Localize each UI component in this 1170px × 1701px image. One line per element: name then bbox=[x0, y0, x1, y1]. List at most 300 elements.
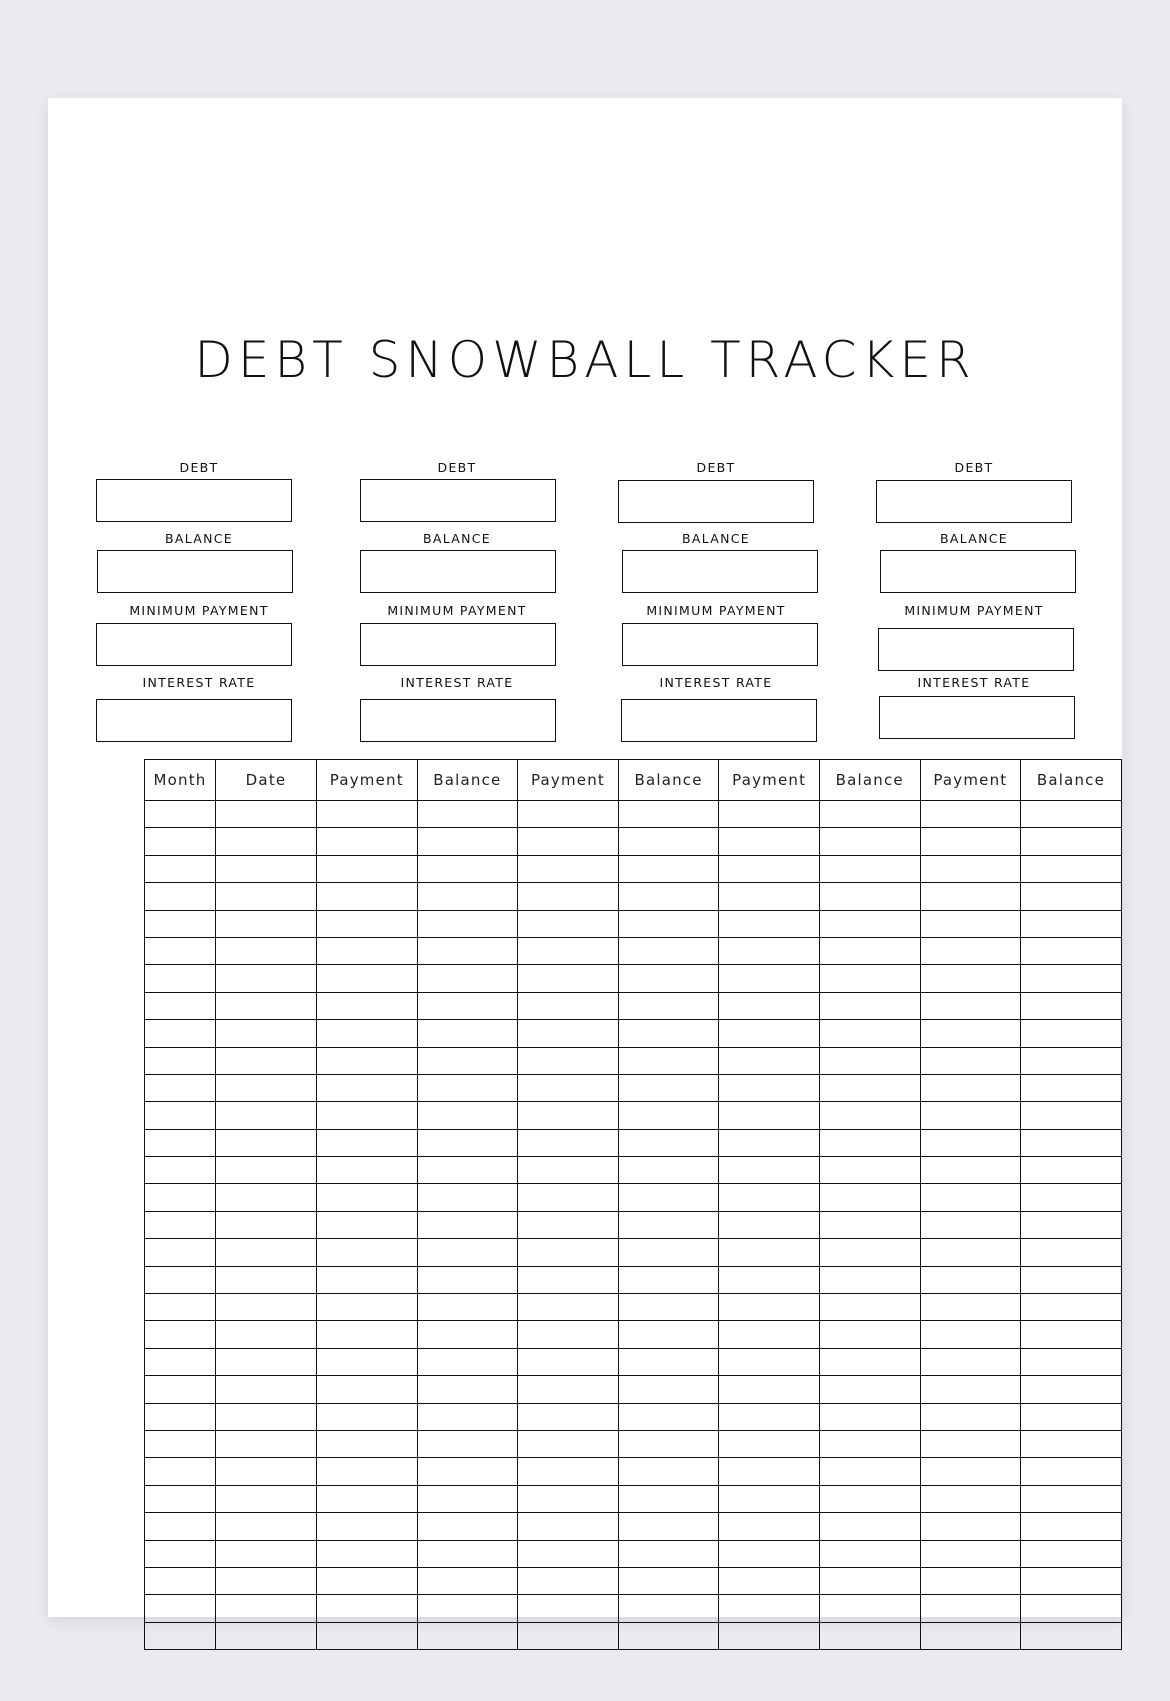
payment-cell[interactable] bbox=[719, 1074, 820, 1101]
payment-cell[interactable] bbox=[920, 1567, 1021, 1594]
payment-cell[interactable] bbox=[920, 1376, 1021, 1403]
payment-cell[interactable] bbox=[920, 1622, 1021, 1649]
balance-cell[interactable] bbox=[618, 1376, 719, 1403]
balance-input-box[interactable] bbox=[880, 550, 1076, 593]
payment-cell[interactable] bbox=[920, 1239, 1021, 1266]
balance-cell[interactable] bbox=[618, 1430, 719, 1457]
balance-cell[interactable] bbox=[819, 1458, 920, 1485]
month-cell[interactable] bbox=[145, 1403, 216, 1430]
balance-cell[interactable] bbox=[819, 1266, 920, 1293]
payment-cell[interactable] bbox=[518, 1239, 619, 1266]
balance-cell[interactable] bbox=[618, 1403, 719, 1430]
payment-cell[interactable] bbox=[719, 1102, 820, 1129]
balance-cell[interactable] bbox=[819, 1239, 920, 1266]
payment-cell[interactable] bbox=[518, 1403, 619, 1430]
balance-cell[interactable] bbox=[417, 1567, 518, 1594]
date-cell[interactable] bbox=[216, 992, 317, 1019]
balance-cell[interactable] bbox=[819, 801, 920, 828]
payment-cell[interactable] bbox=[518, 1102, 619, 1129]
month-cell[interactable] bbox=[145, 828, 216, 855]
date-cell[interactable] bbox=[216, 1239, 317, 1266]
balance-cell[interactable] bbox=[618, 937, 719, 964]
date-cell[interactable] bbox=[216, 801, 317, 828]
balance-cell[interactable] bbox=[618, 1595, 719, 1622]
balance-cell[interactable] bbox=[819, 965, 920, 992]
interest-rate-input-box[interactable] bbox=[96, 699, 292, 742]
balance-cell[interactable] bbox=[618, 1485, 719, 1512]
balance-cell[interactable] bbox=[618, 1074, 719, 1101]
balance-cell[interactable] bbox=[618, 801, 719, 828]
payment-cell[interactable] bbox=[518, 965, 619, 992]
payment-cell[interactable] bbox=[719, 883, 820, 910]
payment-cell[interactable] bbox=[518, 828, 619, 855]
balance-cell[interactable] bbox=[819, 1184, 920, 1211]
payment-cell[interactable] bbox=[719, 1595, 820, 1622]
payment-cell[interactable] bbox=[719, 1294, 820, 1321]
payment-cell[interactable] bbox=[920, 801, 1021, 828]
balance-cell[interactable] bbox=[819, 1074, 920, 1101]
payment-cell[interactable] bbox=[317, 937, 418, 964]
balance-cell[interactable] bbox=[819, 1540, 920, 1567]
payment-cell[interactable] bbox=[719, 801, 820, 828]
payment-cell[interactable] bbox=[719, 1376, 820, 1403]
date-cell[interactable] bbox=[216, 1348, 317, 1375]
balance-cell[interactable] bbox=[618, 1294, 719, 1321]
month-cell[interactable] bbox=[145, 1157, 216, 1184]
payment-cell[interactable] bbox=[920, 883, 1021, 910]
balance-cell[interactable] bbox=[1021, 1239, 1122, 1266]
balance-cell[interactable] bbox=[819, 1157, 920, 1184]
payment-cell[interactable] bbox=[920, 1020, 1021, 1047]
balance-cell[interactable] bbox=[417, 1513, 518, 1540]
month-cell[interactable] bbox=[145, 1321, 216, 1348]
balance-cell[interactable] bbox=[417, 1622, 518, 1649]
balance-cell[interactable] bbox=[819, 1102, 920, 1129]
balance-cell[interactable] bbox=[417, 1184, 518, 1211]
payment-cell[interactable] bbox=[317, 801, 418, 828]
balance-cell[interactable] bbox=[1021, 1567, 1122, 1594]
balance-cell[interactable] bbox=[1021, 992, 1122, 1019]
balance-cell[interactable] bbox=[819, 828, 920, 855]
balance-cell[interactable] bbox=[417, 801, 518, 828]
payment-cell[interactable] bbox=[920, 1540, 1021, 1567]
balance-cell[interactable] bbox=[819, 1294, 920, 1321]
balance-cell[interactable] bbox=[417, 855, 518, 882]
payment-cell[interactable] bbox=[317, 1184, 418, 1211]
payment-cell[interactable] bbox=[518, 883, 619, 910]
date-cell[interactable] bbox=[216, 1430, 317, 1457]
payment-cell[interactable] bbox=[317, 992, 418, 1019]
payment-cell[interactable] bbox=[317, 1567, 418, 1594]
payment-cell[interactable] bbox=[317, 1294, 418, 1321]
balance-cell[interactable] bbox=[1021, 1047, 1122, 1074]
date-cell[interactable] bbox=[216, 1102, 317, 1129]
month-cell[interactable] bbox=[145, 1595, 216, 1622]
payment-cell[interactable] bbox=[518, 1622, 619, 1649]
payment-cell[interactable] bbox=[317, 965, 418, 992]
date-cell[interactable] bbox=[216, 965, 317, 992]
balance-cell[interactable] bbox=[1021, 1157, 1122, 1184]
payment-cell[interactable] bbox=[719, 855, 820, 882]
date-cell[interactable] bbox=[216, 937, 317, 964]
balance-cell[interactable] bbox=[618, 1622, 719, 1649]
date-cell[interactable] bbox=[216, 1020, 317, 1047]
balance-cell[interactable] bbox=[1021, 1430, 1122, 1457]
payment-cell[interactable] bbox=[317, 1074, 418, 1101]
balance-cell[interactable] bbox=[1021, 1266, 1122, 1293]
payment-cell[interactable] bbox=[719, 910, 820, 937]
balance-cell[interactable] bbox=[417, 1348, 518, 1375]
month-cell[interactable] bbox=[145, 1622, 216, 1649]
balance-cell[interactable] bbox=[1021, 1211, 1122, 1238]
balance-cell[interactable] bbox=[618, 1321, 719, 1348]
balance-cell[interactable] bbox=[1021, 1622, 1122, 1649]
month-cell[interactable] bbox=[145, 1567, 216, 1594]
balance-cell[interactable] bbox=[1021, 1102, 1122, 1129]
balance-cell[interactable] bbox=[1021, 1294, 1122, 1321]
month-cell[interactable] bbox=[145, 1540, 216, 1567]
payment-cell[interactable] bbox=[920, 965, 1021, 992]
payment-cell[interactable] bbox=[920, 1513, 1021, 1540]
payment-cell[interactable] bbox=[518, 1348, 619, 1375]
payment-cell[interactable] bbox=[920, 1102, 1021, 1129]
date-cell[interactable] bbox=[216, 883, 317, 910]
balance-cell[interactable] bbox=[819, 1348, 920, 1375]
payment-cell[interactable] bbox=[719, 1430, 820, 1457]
payment-cell[interactable] bbox=[920, 1129, 1021, 1156]
payment-cell[interactable] bbox=[518, 1157, 619, 1184]
balance-cell[interactable] bbox=[618, 965, 719, 992]
balance-cell[interactable] bbox=[417, 1239, 518, 1266]
balance-cell[interactable] bbox=[1021, 1595, 1122, 1622]
payment-cell[interactable] bbox=[920, 1403, 1021, 1430]
payment-cell[interactable] bbox=[920, 1074, 1021, 1101]
balance-cell[interactable] bbox=[819, 937, 920, 964]
balance-cell[interactable] bbox=[417, 1157, 518, 1184]
balance-cell[interactable] bbox=[417, 910, 518, 937]
payment-cell[interactable] bbox=[518, 1321, 619, 1348]
balance-cell[interactable] bbox=[417, 1047, 518, 1074]
payment-cell[interactable] bbox=[719, 1622, 820, 1649]
date-cell[interactable] bbox=[216, 1157, 317, 1184]
balance-cell[interactable] bbox=[819, 1211, 920, 1238]
date-cell[interactable] bbox=[216, 855, 317, 882]
balance-cell[interactable] bbox=[819, 910, 920, 937]
date-cell[interactable] bbox=[216, 1211, 317, 1238]
payment-cell[interactable] bbox=[518, 910, 619, 937]
balance-cell[interactable] bbox=[618, 855, 719, 882]
minimum-payment-input-box[interactable] bbox=[96, 623, 292, 666]
payment-cell[interactable] bbox=[920, 1047, 1021, 1074]
balance-cell[interactable] bbox=[1021, 1376, 1122, 1403]
payment-cell[interactable] bbox=[317, 1595, 418, 1622]
balance-cell[interactable] bbox=[618, 1047, 719, 1074]
payment-cell[interactable] bbox=[920, 1157, 1021, 1184]
payment-cell[interactable] bbox=[719, 1403, 820, 1430]
payment-cell[interactable] bbox=[719, 1047, 820, 1074]
balance-cell[interactable] bbox=[417, 1266, 518, 1293]
balance-cell[interactable] bbox=[819, 1321, 920, 1348]
balance-cell[interactable] bbox=[417, 1485, 518, 1512]
balance-cell[interactable] bbox=[1021, 937, 1122, 964]
payment-cell[interactable] bbox=[719, 1157, 820, 1184]
balance-input-box[interactable] bbox=[360, 550, 556, 593]
payment-cell[interactable] bbox=[920, 1184, 1021, 1211]
balance-cell[interactable] bbox=[1021, 1540, 1122, 1567]
date-cell[interactable] bbox=[216, 1540, 317, 1567]
date-cell[interactable] bbox=[216, 1074, 317, 1101]
interest-rate-input-box[interactable] bbox=[621, 699, 817, 742]
balance-cell[interactable] bbox=[417, 1403, 518, 1430]
payment-cell[interactable] bbox=[317, 1458, 418, 1485]
payment-cell[interactable] bbox=[719, 965, 820, 992]
payment-cell[interactable] bbox=[317, 1348, 418, 1375]
balance-cell[interactable] bbox=[819, 1595, 920, 1622]
date-cell[interactable] bbox=[216, 1622, 317, 1649]
debt-input-box[interactable] bbox=[876, 480, 1072, 523]
balance-cell[interactable] bbox=[417, 1321, 518, 1348]
balance-cell[interactable] bbox=[417, 937, 518, 964]
payment-cell[interactable] bbox=[518, 937, 619, 964]
payment-cell[interactable] bbox=[317, 1430, 418, 1457]
payment-cell[interactable] bbox=[518, 1485, 619, 1512]
balance-cell[interactable] bbox=[618, 1129, 719, 1156]
balance-cell[interactable] bbox=[618, 1184, 719, 1211]
payment-cell[interactable] bbox=[518, 1074, 619, 1101]
payment-cell[interactable] bbox=[920, 1266, 1021, 1293]
payment-cell[interactable] bbox=[518, 1211, 619, 1238]
payment-cell[interactable] bbox=[719, 1348, 820, 1375]
balance-cell[interactable] bbox=[417, 1430, 518, 1457]
balance-cell[interactable] bbox=[417, 1102, 518, 1129]
payment-cell[interactable] bbox=[719, 1321, 820, 1348]
balance-cell[interactable] bbox=[819, 1020, 920, 1047]
balance-cell[interactable] bbox=[417, 1294, 518, 1321]
balance-cell[interactable] bbox=[1021, 855, 1122, 882]
minimum-payment-input-box[interactable] bbox=[878, 628, 1074, 671]
month-cell[interactable] bbox=[145, 910, 216, 937]
payment-cell[interactable] bbox=[920, 937, 1021, 964]
payment-cell[interactable] bbox=[518, 1184, 619, 1211]
payment-cell[interactable] bbox=[317, 883, 418, 910]
balance-cell[interactable] bbox=[1021, 1074, 1122, 1101]
payment-cell[interactable] bbox=[317, 855, 418, 882]
balance-input-box[interactable] bbox=[97, 550, 293, 593]
month-cell[interactable] bbox=[145, 1294, 216, 1321]
balance-cell[interactable] bbox=[1021, 1458, 1122, 1485]
month-cell[interactable] bbox=[145, 1513, 216, 1540]
payment-cell[interactable] bbox=[317, 1211, 418, 1238]
debt-input-box[interactable] bbox=[96, 479, 292, 522]
date-cell[interactable] bbox=[216, 1184, 317, 1211]
payment-cell[interactable] bbox=[317, 828, 418, 855]
month-cell[interactable] bbox=[145, 1047, 216, 1074]
payment-cell[interactable] bbox=[719, 1129, 820, 1156]
date-cell[interactable] bbox=[216, 828, 317, 855]
date-cell[interactable] bbox=[216, 1403, 317, 1430]
balance-cell[interactable] bbox=[618, 1458, 719, 1485]
month-cell[interactable] bbox=[145, 1129, 216, 1156]
balance-input-box[interactable] bbox=[622, 550, 818, 593]
date-cell[interactable] bbox=[216, 1595, 317, 1622]
payment-cell[interactable] bbox=[518, 1376, 619, 1403]
month-cell[interactable] bbox=[145, 1266, 216, 1293]
month-cell[interactable] bbox=[145, 1376, 216, 1403]
payment-cell[interactable] bbox=[719, 1211, 820, 1238]
payment-cell[interactable] bbox=[518, 1047, 619, 1074]
balance-cell[interactable] bbox=[618, 1540, 719, 1567]
payment-cell[interactable] bbox=[719, 1266, 820, 1293]
balance-cell[interactable] bbox=[1021, 1403, 1122, 1430]
balance-cell[interactable] bbox=[1021, 883, 1122, 910]
balance-cell[interactable] bbox=[819, 1129, 920, 1156]
payment-cell[interactable] bbox=[518, 801, 619, 828]
balance-cell[interactable] bbox=[819, 1567, 920, 1594]
date-cell[interactable] bbox=[216, 1321, 317, 1348]
payment-cell[interactable] bbox=[518, 1595, 619, 1622]
month-cell[interactable] bbox=[145, 801, 216, 828]
payment-cell[interactable] bbox=[518, 1020, 619, 1047]
month-cell[interactable] bbox=[145, 992, 216, 1019]
payment-cell[interactable] bbox=[317, 1020, 418, 1047]
payment-cell[interactable] bbox=[518, 855, 619, 882]
date-cell[interactable] bbox=[216, 1513, 317, 1540]
balance-cell[interactable] bbox=[1021, 1321, 1122, 1348]
date-cell[interactable] bbox=[216, 1458, 317, 1485]
payment-cell[interactable] bbox=[518, 1129, 619, 1156]
payment-cell[interactable] bbox=[518, 1540, 619, 1567]
balance-cell[interactable] bbox=[819, 1403, 920, 1430]
payment-cell[interactable] bbox=[920, 1321, 1021, 1348]
payment-cell[interactable] bbox=[317, 1102, 418, 1129]
balance-cell[interactable] bbox=[618, 910, 719, 937]
balance-cell[interactable] bbox=[819, 992, 920, 1019]
payment-cell[interactable] bbox=[719, 1458, 820, 1485]
payment-cell[interactable] bbox=[317, 1513, 418, 1540]
month-cell[interactable] bbox=[145, 1239, 216, 1266]
balance-cell[interactable] bbox=[618, 1239, 719, 1266]
payment-cell[interactable] bbox=[317, 1321, 418, 1348]
balance-cell[interactable] bbox=[417, 1376, 518, 1403]
payment-cell[interactable] bbox=[518, 1294, 619, 1321]
payment-cell[interactable] bbox=[719, 1485, 820, 1512]
payment-cell[interactable] bbox=[719, 1184, 820, 1211]
payment-cell[interactable] bbox=[920, 1430, 1021, 1457]
payment-cell[interactable] bbox=[317, 1485, 418, 1512]
balance-cell[interactable] bbox=[618, 883, 719, 910]
month-cell[interactable] bbox=[145, 1485, 216, 1512]
payment-cell[interactable] bbox=[920, 1458, 1021, 1485]
debt-input-box[interactable] bbox=[618, 480, 814, 523]
balance-cell[interactable] bbox=[618, 1567, 719, 1594]
balance-cell[interactable] bbox=[819, 1047, 920, 1074]
payment-cell[interactable] bbox=[920, 1348, 1021, 1375]
balance-cell[interactable] bbox=[417, 828, 518, 855]
balance-cell[interactable] bbox=[1021, 801, 1122, 828]
payment-cell[interactable] bbox=[920, 1595, 1021, 1622]
month-cell[interactable] bbox=[145, 1184, 216, 1211]
payment-cell[interactable] bbox=[920, 828, 1021, 855]
payment-cell[interactable] bbox=[719, 828, 820, 855]
date-cell[interactable] bbox=[216, 1567, 317, 1594]
balance-cell[interactable] bbox=[1021, 1020, 1122, 1047]
payment-cell[interactable] bbox=[518, 1430, 619, 1457]
balance-cell[interactable] bbox=[618, 1348, 719, 1375]
payment-cell[interactable] bbox=[317, 1266, 418, 1293]
balance-cell[interactable] bbox=[618, 1211, 719, 1238]
payment-cell[interactable] bbox=[719, 1540, 820, 1567]
balance-cell[interactable] bbox=[417, 1458, 518, 1485]
payment-cell[interactable] bbox=[317, 1540, 418, 1567]
balance-cell[interactable] bbox=[819, 1430, 920, 1457]
payment-cell[interactable] bbox=[920, 1211, 1021, 1238]
month-cell[interactable] bbox=[145, 1211, 216, 1238]
payment-cell[interactable] bbox=[317, 1047, 418, 1074]
interest-rate-input-box[interactable] bbox=[360, 699, 556, 742]
balance-cell[interactable] bbox=[1021, 1485, 1122, 1512]
balance-cell[interactable] bbox=[1021, 828, 1122, 855]
payment-cell[interactable] bbox=[920, 1294, 1021, 1321]
month-cell[interactable] bbox=[145, 1430, 216, 1457]
date-cell[interactable] bbox=[216, 1129, 317, 1156]
minimum-payment-input-box[interactable] bbox=[622, 623, 818, 666]
payment-cell[interactable] bbox=[317, 1376, 418, 1403]
date-cell[interactable] bbox=[216, 1376, 317, 1403]
month-cell[interactable] bbox=[145, 855, 216, 882]
balance-cell[interactable] bbox=[819, 1485, 920, 1512]
payment-cell[interactable] bbox=[518, 1266, 619, 1293]
balance-cell[interactable] bbox=[1021, 1184, 1122, 1211]
payment-cell[interactable] bbox=[518, 1513, 619, 1540]
date-cell[interactable] bbox=[216, 1047, 317, 1074]
balance-cell[interactable] bbox=[1021, 910, 1122, 937]
payment-cell[interactable] bbox=[719, 937, 820, 964]
payment-cell[interactable] bbox=[317, 1239, 418, 1266]
balance-cell[interactable] bbox=[819, 1376, 920, 1403]
balance-cell[interactable] bbox=[819, 1622, 920, 1649]
payment-cell[interactable] bbox=[719, 1020, 820, 1047]
date-cell[interactable] bbox=[216, 1294, 317, 1321]
balance-cell[interactable] bbox=[819, 855, 920, 882]
month-cell[interactable] bbox=[145, 1102, 216, 1129]
balance-cell[interactable] bbox=[618, 1513, 719, 1540]
month-cell[interactable] bbox=[145, 1074, 216, 1101]
month-cell[interactable] bbox=[145, 937, 216, 964]
date-cell[interactable] bbox=[216, 1485, 317, 1512]
balance-cell[interactable] bbox=[618, 1102, 719, 1129]
date-cell[interactable] bbox=[216, 910, 317, 937]
balance-cell[interactable] bbox=[417, 992, 518, 1019]
payment-cell[interactable] bbox=[317, 1157, 418, 1184]
balance-cell[interactable] bbox=[819, 883, 920, 910]
balance-cell[interactable] bbox=[417, 1595, 518, 1622]
payment-cell[interactable] bbox=[920, 910, 1021, 937]
month-cell[interactable] bbox=[145, 965, 216, 992]
month-cell[interactable] bbox=[145, 1458, 216, 1485]
balance-cell[interactable] bbox=[819, 1513, 920, 1540]
payment-cell[interactable] bbox=[719, 1567, 820, 1594]
payment-cell[interactable] bbox=[317, 1622, 418, 1649]
month-cell[interactable] bbox=[145, 1020, 216, 1047]
balance-cell[interactable] bbox=[618, 1020, 719, 1047]
debt-input-box[interactable] bbox=[360, 479, 556, 522]
payment-cell[interactable] bbox=[719, 1513, 820, 1540]
balance-cell[interactable] bbox=[417, 1540, 518, 1567]
balance-cell[interactable] bbox=[618, 992, 719, 1019]
balance-cell[interactable] bbox=[1021, 1348, 1122, 1375]
balance-cell[interactable] bbox=[417, 883, 518, 910]
balance-cell[interactable] bbox=[618, 1266, 719, 1293]
